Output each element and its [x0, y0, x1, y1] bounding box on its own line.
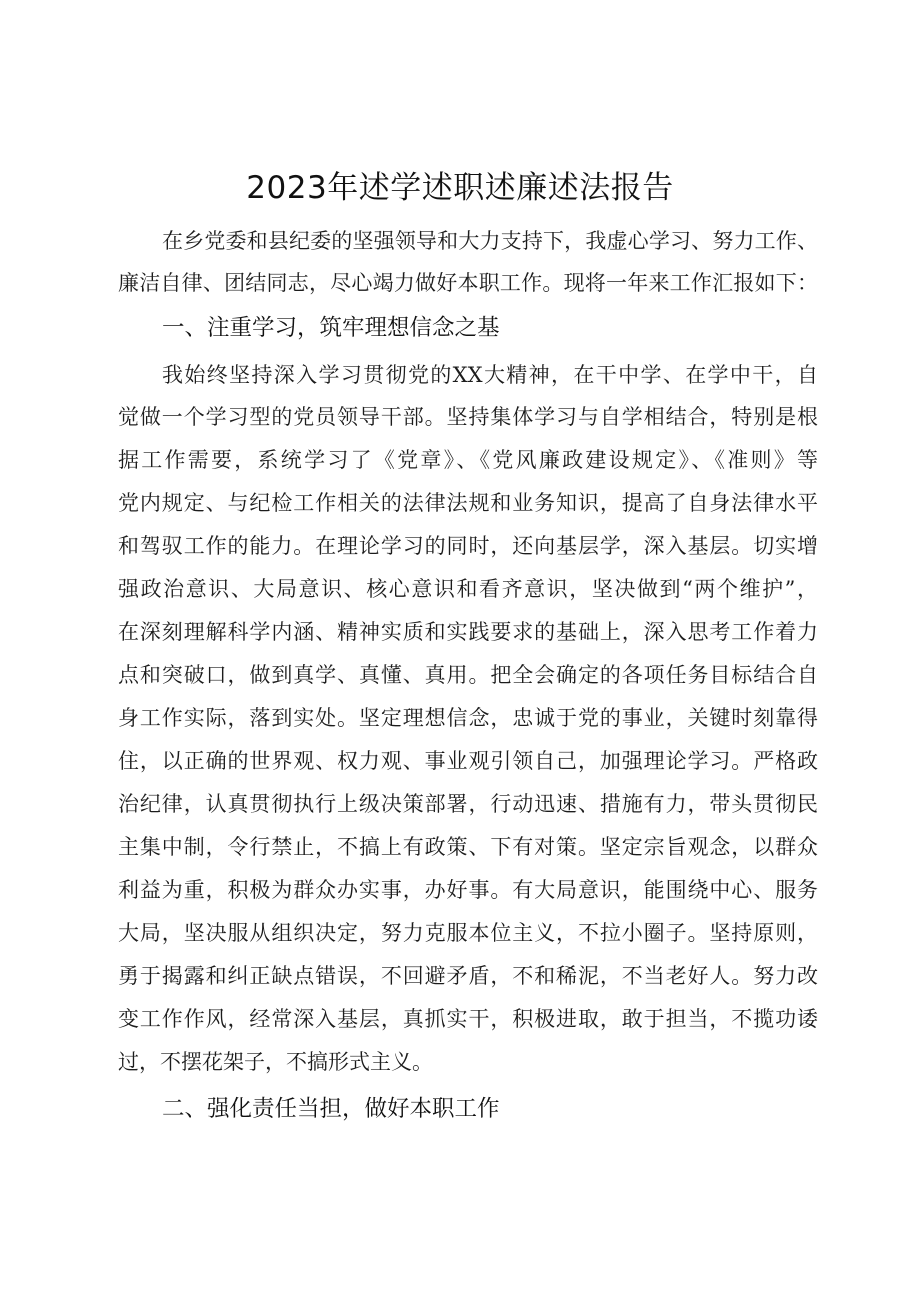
document-title: 2023年述学述职述廉述法报告 — [246, 170, 674, 206]
paragraph-line: 据工作需要，系统学习了《党章》、《党风廉政建设规定》、《准则》等 — [118, 448, 818, 472]
paragraph-line: 党内规定、与纪检工作相关的法律法规和业务知识，提高了自身法律水平 — [118, 491, 818, 515]
paragraph-line: 治纪律，认真贯彻执行上级决策部署，行动迅速、措施有力，带头贯彻民 — [118, 792, 818, 816]
paragraph-line: 住，以正确的世界观、权力观、事业观引领自己，加强理论学习。严格政 — [118, 749, 818, 773]
paragraph-line: 勇于揭露和纠正缺点错误，不回避矛盾，不和稀泥，不当老好人。努力改 — [118, 964, 818, 988]
paragraph-line: 我始终坚持深入学习贯彻党的XX大精神，在干中学、在学中干，自 — [162, 363, 818, 387]
section-heading: 一、注重学习，筑牢理想信念之基 — [162, 315, 500, 341]
paragraph-line: 强政治意识、大局意识、核心意识和看齐意识，坚决做到“两个维护”， — [118, 577, 818, 601]
paragraph-line: 觉做一个学习型的党员领导干部。坚持集体学习与自学相结合，特别是根 — [118, 405, 818, 429]
intro-line: 在乡党委和县纪委的坚强领导和大力支持下，我虚心学习、努力工作、 — [162, 229, 818, 253]
paragraph-line: 过，不摆花架子，不搞形式主义。 — [118, 1050, 433, 1074]
paragraph-line: 大局，坚决服从组织决定，努力克服本位主义，不拉小圈子。坚持原则， — [118, 921, 818, 945]
section-heading: 二、强化责任当担，做好本职工作 — [162, 1096, 500, 1122]
paragraph-line: 在深刻理解科学内涵、精神实质和实践要求的基础上，深入思考工作着力 — [118, 620, 818, 644]
paragraph-line: 和驾驭工作的能力。在理论学习的同时，还向基层学，深入基层。切实增 — [118, 534, 818, 558]
paragraph-line: 利益为重，积极为群众办实事，办好事。有大局意识，能围绕中心、服务 — [118, 878, 818, 902]
paragraph-line: 点和突破口，做到真学、真懂、真用。把全会确定的各项任务目标结合自 — [118, 663, 818, 687]
paragraph-line: 主集中制，令行禁止，不搞上有政策、下有对策。坚定宗旨观念，以群众 — [118, 835, 818, 859]
paragraph-line: 变工作作风，经常深入基层，真抓实干，积极进取，敢于担当，不揽功诿 — [118, 1007, 818, 1031]
paragraph-line: 身工作实际，落到实处。坚定理想信念，忠诚于党的事业，关键时刻靠得 — [118, 706, 818, 730]
intro-line: 廉洁自律、团结同志，尽心竭力做好本职工作。现将一年来工作汇报如下： — [118, 271, 818, 295]
